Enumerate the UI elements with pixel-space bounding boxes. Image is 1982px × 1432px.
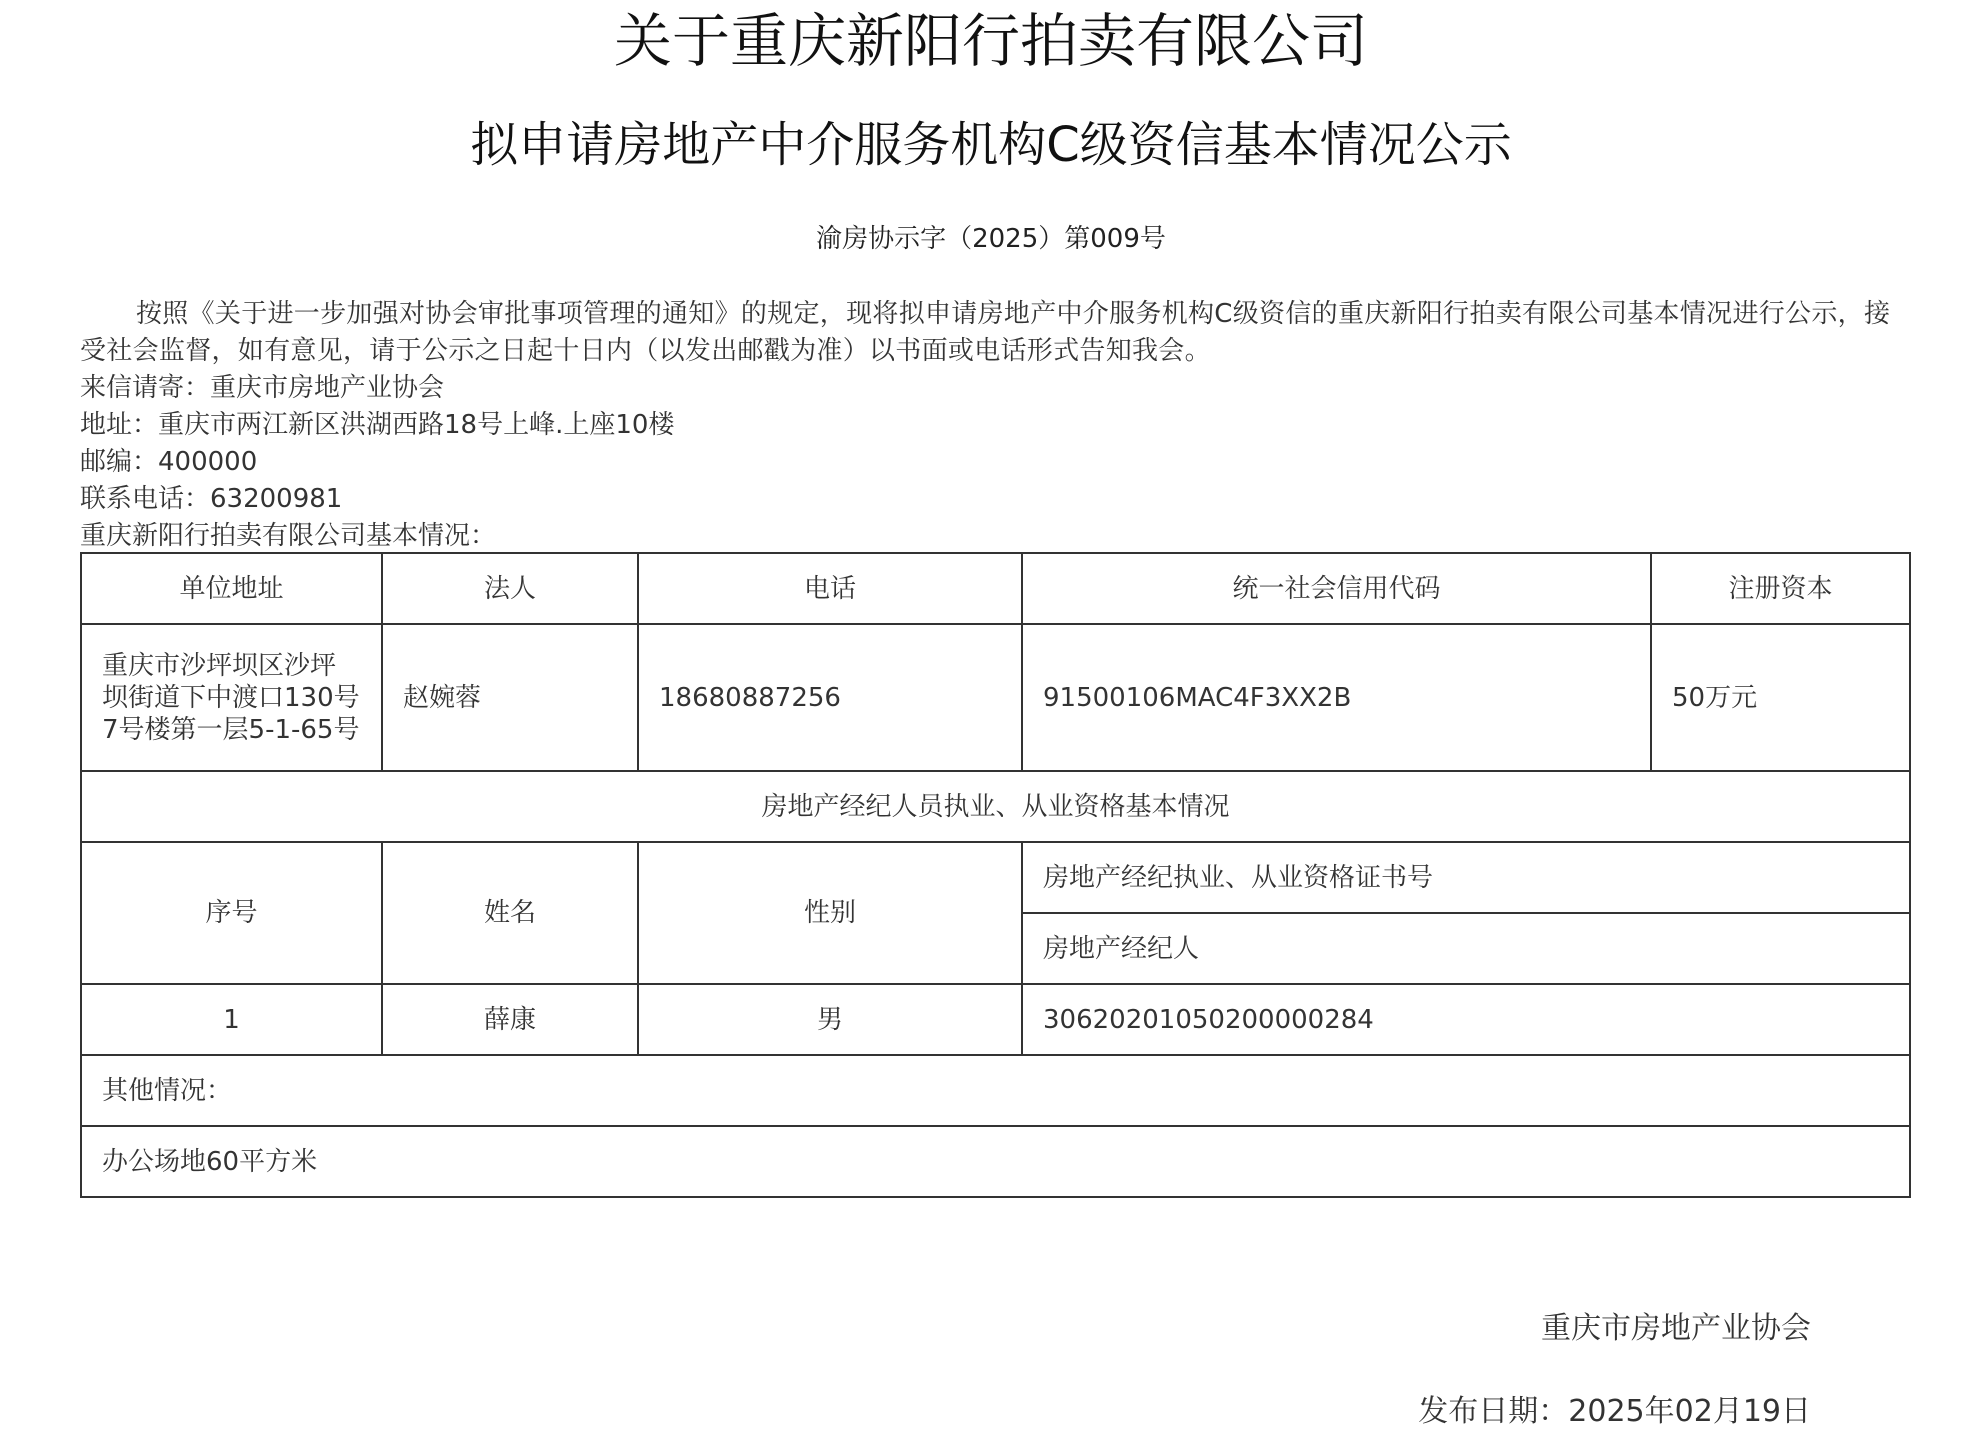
cell-credit-code: 91500106MAC4F3XX2B [1022, 624, 1651, 771]
postcode-line: 邮编：400000 [80, 447, 258, 477]
header-cell-capital: 注册资本 [1651, 553, 1910, 624]
table-caption: 重庆新阳行拍卖有限公司基本情况： [80, 521, 497, 551]
cell-agent-cert-no: 30620201050200000284 [1022, 984, 1910, 1055]
cell-agent-gender: 男 [638, 984, 1022, 1055]
company-header-row [81, 553, 1910, 624]
header-cell-name: 姓名 [382, 842, 638, 984]
page-title: 关于重庆新阳行拍卖有限公司 [613, 7, 1368, 75]
notice-paragraph: 按照《关于进一步加强对协会审批事项管理的通知》的规定，现将拟申请房地产中介服务机构C级资信的重庆新阳行拍卖有限公司基本情况进行公示，接受社会监督，如有意见，请于公示之日起十日内（以发出邮戳为准）以书面或电话形式告知我会。 [80, 299, 1891, 366]
company-info-table [80, 552, 1911, 1198]
cell-phone: 18680887256 [638, 624, 1022, 771]
other-label-row [81, 1055, 1910, 1126]
header-cell-gender: 性别 [638, 842, 1022, 984]
cell-legal-person: 赵婉蓉 [382, 624, 638, 771]
mail-to-line: 来信请寄：重庆市房地产业协会 [80, 373, 445, 403]
cell-agent-seq: 1 [81, 984, 382, 1055]
agents-header-row-1 [81, 842, 1910, 913]
phone-line: 联系电话：63200981 [80, 484, 343, 514]
agents-section-title: 房地产经纪人员执业、从业资格基本情况 [81, 771, 1910, 842]
document-number: 渝房协示字（2025）第009号 [816, 224, 1166, 254]
cell-capital: 50万元 [1651, 624, 1910, 771]
issuing-organization: 重庆市房地产业协会 [1541, 1311, 1811, 1346]
header-cell-cert-no: 房地产经纪执业、从业资格证书号 [1022, 842, 1910, 913]
header-cell-phone: 电话 [638, 553, 1022, 624]
cell-agent-name: 薛康 [382, 984, 638, 1055]
other-label: 其他情况： [81, 1055, 1910, 1126]
agents-section-row [81, 771, 1910, 842]
publish-date: 发布日期：2025年02月19日 [1418, 1394, 1811, 1429]
other-value-row [81, 1126, 1910, 1197]
header-cell-credit-code: 统一社会信用代码 [1022, 553, 1651, 624]
company-data-row [81, 624, 1910, 771]
address-line: 地址：重庆市两江新区洪湖西路18号上峰.上座10楼 [80, 410, 675, 440]
header-cell-legal-person: 法人 [382, 553, 638, 624]
header-cell-seq: 序号 [81, 842, 382, 984]
other-value: 办公场地60平方米 [81, 1126, 1910, 1197]
header-cell-address: 单位地址 [81, 553, 382, 624]
page-subtitle: 拟申请房地产中介服务机构C级资信基本情况公示 [470, 117, 1512, 173]
header-cell-cert-type: 房地产经纪人 [1022, 913, 1910, 984]
cell-company-address: 重庆市沙坪坝区沙坪坝街道下中渡口130号7号楼第一层5-1-65号 [81, 624, 382, 771]
agent-row [81, 984, 1910, 1055]
